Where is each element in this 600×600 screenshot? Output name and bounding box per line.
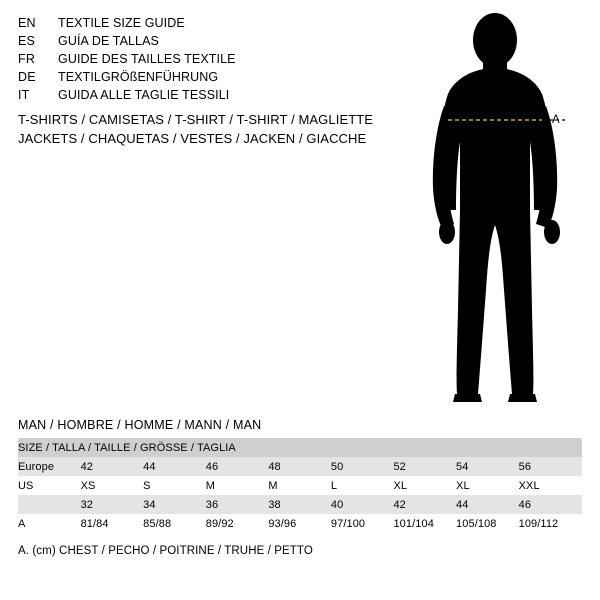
language-code: DE [18,70,36,84]
cell: 101/104 [393,514,456,533]
row-label [18,495,81,514]
table-row [18,476,582,495]
cell: M [268,476,331,495]
size-table [18,438,582,533]
cell: 48 [268,457,331,476]
table-header-row [18,438,582,457]
category-line-tshirts: T-SHIRTS / CAMISETAS / T-SHIRT / T-SHIRT / MAGLIETTE [18,112,374,127]
cell: L [331,476,394,495]
cell: 50 [331,457,394,476]
language-text: GUIDE DES TAILLES TEXTILE [58,52,236,66]
cell: 52 [393,457,456,476]
language-text: TEXTILGRÖßENFÜHRUNG [58,70,219,84]
cell: M [206,476,269,495]
language-text: TEXTILE SIZE GUIDE [58,16,185,30]
language-text: GUÍA DE TALLAS [58,34,159,48]
category-line-jackets: JACKETS / CHAQUETAS / VESTES / JACKEN / GIACCHE [18,131,367,146]
cell: 85/88 [143,514,206,533]
language-code: IT [18,88,30,102]
footnote: A. (cm) CHEST / PECHO / POITRINE / TRUHE / PETTO [18,545,313,557]
cell: 105/108 [456,514,519,533]
table-title: MAN / HOMBRE / HOMME / MANN / MAN [18,418,262,432]
cell: 54 [456,457,519,476]
language-code: EN [18,16,36,30]
cell: XXL [519,476,582,495]
language-text: GUIDA ALLE TAGLIE TESSILI [58,88,230,102]
language-row [18,68,398,86]
table-row [18,457,582,476]
cell: 44 [143,457,206,476]
cell: 42 [81,457,144,476]
cell: XL [456,476,519,495]
table-header-label: SIZE / TALLA / TAILLE / GRÖSSE / TAGLIA [18,438,582,457]
language-code: FR [18,52,36,66]
male-silhouette-icon [400,10,600,410]
cell: 42 [393,495,456,514]
language-row [18,50,398,68]
cell: 97/100 [331,514,394,533]
cell: 93/96 [268,514,331,533]
table-row [18,514,582,533]
row-label: Europe [18,457,81,476]
cell: 44 [456,495,519,514]
cell: 38 [268,495,331,514]
row-label: US [18,476,81,495]
cell: 56 [519,457,582,476]
cell: XL [393,476,456,495]
cell: 109/112 [519,514,582,533]
language-list [18,14,398,104]
language-row [18,14,398,32]
language-row [18,32,398,50]
size-table-section [18,418,582,533]
cell: 46 [206,457,269,476]
cell: 36 [206,495,269,514]
cell: 46 [519,495,582,514]
cell: 89/92 [206,514,269,533]
language-row [18,86,398,104]
cell: 34 [143,495,206,514]
cell: XS [81,476,144,495]
cell: 40 [331,495,394,514]
table-row [18,495,582,514]
cell: S [143,476,206,495]
cell: 32 [81,495,144,514]
measure-label-a: A [552,114,560,126]
body-figure [400,10,600,410]
row-label: A [18,514,81,533]
language-code: ES [18,34,36,48]
cell: 81/84 [81,514,144,533]
category-list [18,110,418,148]
